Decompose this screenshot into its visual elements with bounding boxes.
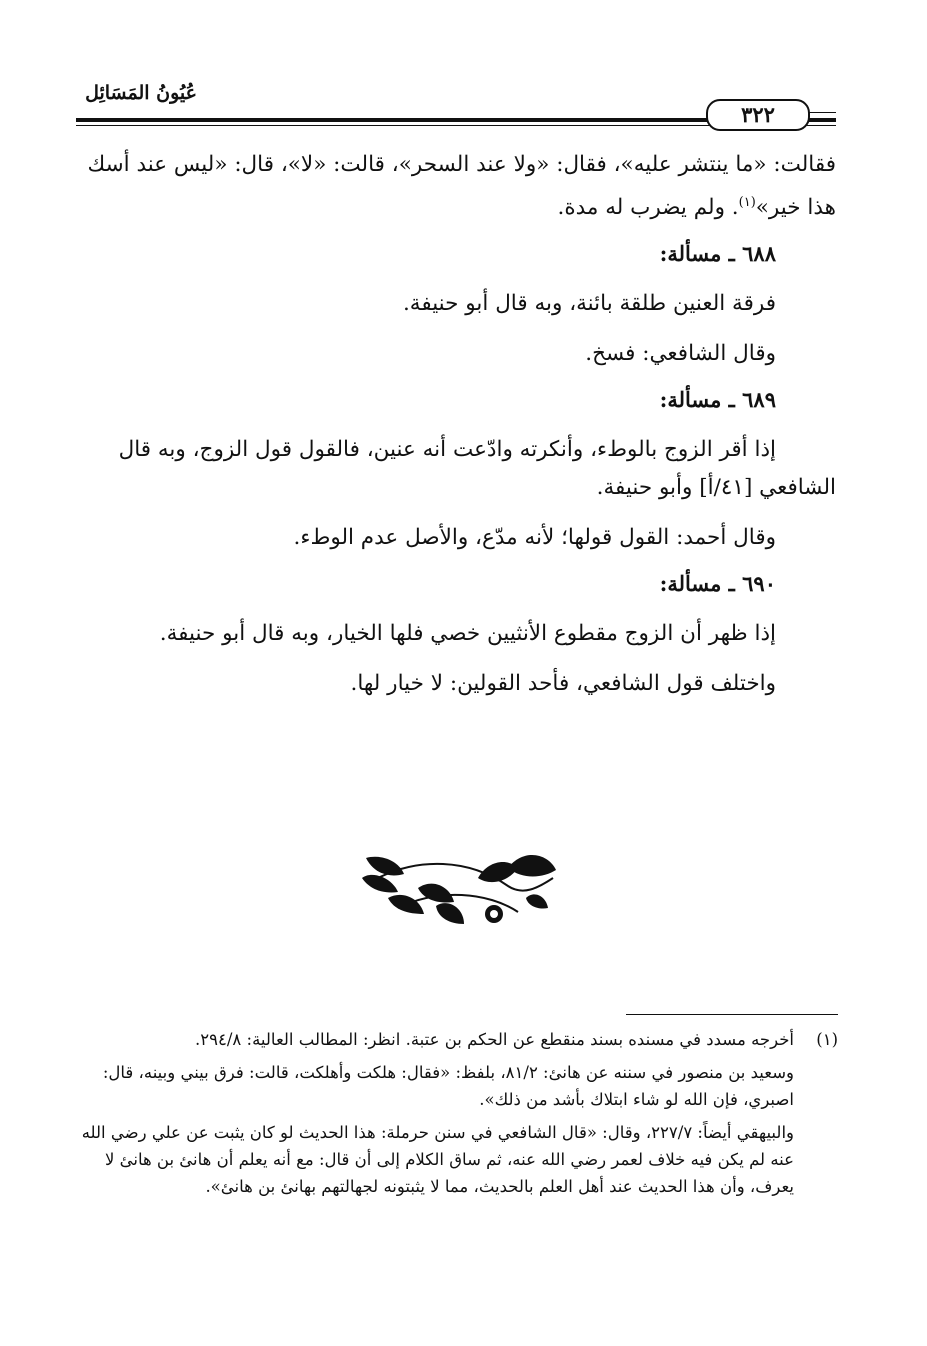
paragraph: واختلف قول الشافعي، فأحد القولين: لا خيار لها.	[350, 671, 776, 697]
paragraph-text-tail: . ولم يضرب له مدة.	[557, 195, 739, 221]
paragraph: وقال أحمد: القول قولها؛ لأنه مدّع، والأصل عدم الوطء.	[293, 525, 776, 551]
paragraph: فرقة العنين طلقة بائنة، وبه قال أبو حنيفة.	[402, 291, 776, 317]
paragraph	[76, 146, 836, 227]
footnote-body	[76, 1026, 794, 1059]
issue-heading: ٦٨٨ ـ مسألة:	[659, 241, 776, 267]
footnote	[76, 1026, 838, 1059]
footnote-separator	[626, 1014, 838, 1015]
paragraph: إذا ظهر أن الزوج مقطوع الأنثيين خصي فلها الخيار، وبه قال أبو حنيفة.	[159, 621, 776, 647]
floral-ornament-icon	[358, 848, 558, 934]
footnote-line: أخرجه مسدد في مسنده بسند منقطع عن الحكم بن عتبة. انظر: المطالب العالية: ٢٩٤/٨.	[195, 1030, 794, 1049]
footnote-line: وسعيد بن منصور في سننه عن هانئ: ٨١/٢، بلفظ: «فقال: هلكت وأهلكت، قالت: فرق بيني وبينه، قال: اصبري، فإن الله لو شاء ابتلاك بأشد من ذلك».	[102, 1063, 794, 1109]
page-number: ٣٢٢	[706, 99, 810, 131]
footnote-reference: (١)	[738, 195, 756, 210]
issue-heading: ٦٩٠ ـ مسألة:	[659, 571, 776, 597]
main-text	[76, 146, 836, 715]
footnotes	[76, 1026, 838, 1200]
paragraph: وقال الشافعي: فسخ.	[585, 341, 776, 367]
footnote-number: (١)	[816, 1030, 838, 1049]
footnote-line: والبيهقي أيضاً: ٢٢٧/٧، وقال: «قال الشافعي في سنن حرملة: هذا الحديث لو كان يثبت عن علي رضي الله عنه لم يكن فيه خلاف لعمر رضي الله عنه، ثم ساق الكلام إلى أن قال: مع أنه يعلم أن هانئ بن هانئ لا يعرف، وأن هذا الحديث عند أهل العلم بالحديث، مما لا يثبتونه لجهالتهم بهانئ بن هانئ».	[81, 1123, 794, 1196]
paragraph-text: فقالت: «ما ينتشر عليه»، فقال: «ولا عند السحر»، قالت: «لا»، قال: «ليس عند أسك هذا خير»	[87, 152, 836, 221]
running-book-title: عُيُونُ المَسَائِل	[85, 82, 197, 104]
paragraph: إذا أقر الزوج بالوطء، وأنكرته وادّعت أنه عنين، فالقول قول الزوج، وبه قال الشافعي [٤١/أ] وأبو حنيفة.	[118, 437, 836, 501]
issue-heading: ٦٨٩ ـ مسألة:	[659, 387, 776, 413]
